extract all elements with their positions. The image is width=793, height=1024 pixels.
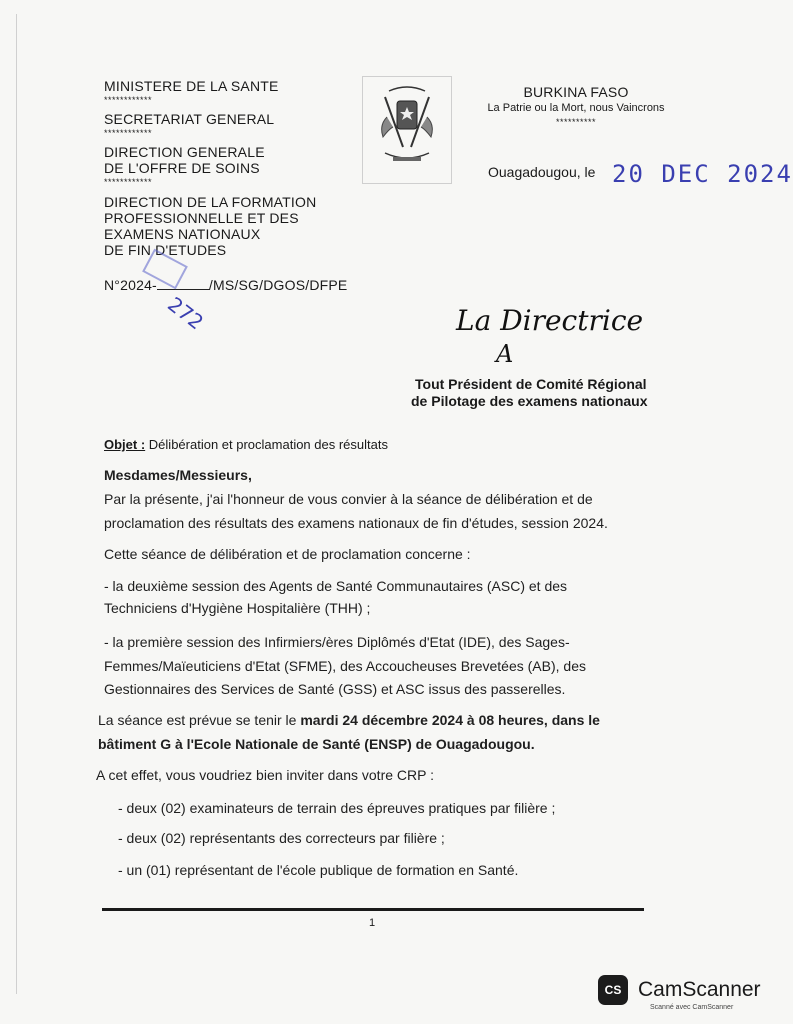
coat-of-arms-emblem-icon xyxy=(363,77,451,183)
separator-stars: ************ xyxy=(104,95,153,105)
coat-of-arms xyxy=(362,76,452,184)
camscanner-caption: Scanné avec CamScanner xyxy=(650,1004,734,1011)
date-stamp: 20 DEC 2024 xyxy=(612,160,793,188)
separator-stars: ********** xyxy=(555,117,597,127)
bullet-2-line3: Gestionnaires des Services de Santé (GSS) et ASC issus des passerelles. xyxy=(104,681,566,697)
direction-line2: PROFESSIONNELLE ET DES xyxy=(104,210,299,226)
scan-edge xyxy=(16,14,17,994)
salutation: Mesdames/Messieurs, xyxy=(104,467,252,483)
recipient-line1: Tout Président de Comité Régional xyxy=(415,376,647,392)
bullet-1-line2: Techniciens d'Hygiène Hospitalière (THH) ; xyxy=(104,600,371,616)
place-label: Ouagadougou, le xyxy=(488,164,596,180)
direction-generale-line1: DIRECTION GENERALE xyxy=(104,144,265,160)
sender-title: La Directrice xyxy=(456,304,644,337)
bullet-2-line1: - la première session des Infirmiers/ères Diplômés d'Etat (IDE), des Sages- xyxy=(104,634,570,650)
reference-number xyxy=(104,277,347,293)
paragraph-3-intro: La séance est prévue se tenir le xyxy=(98,712,301,728)
camscanner-brand: CamScanner xyxy=(638,978,761,1001)
page-number: 1 xyxy=(369,917,376,929)
secretariat-name: SECRETARIAT GENERAL xyxy=(104,111,275,127)
paragraph-4: A cet effet, vous voudriez bien inviter dans votre CRP : xyxy=(96,767,434,783)
separator-stars: ************ xyxy=(104,128,153,138)
paragraph-3-datetime: mardi 24 décembre 2024 à 08 heures, dans le xyxy=(300,712,600,728)
ministry-name: MINISTERE DE LA SANTE xyxy=(104,78,279,94)
direction-line1: DIRECTION DE LA FORMATION xyxy=(104,194,317,210)
list-item-3: - un (01) représentant de l'école publique de formation en Santé. xyxy=(118,862,519,878)
list-item-1: - deux (02) examinateurs de terrain des épreuves pratiques par filière ; xyxy=(118,800,556,816)
country-name: BURKINA FASO xyxy=(523,84,629,100)
paragraph-1-line2: proclamation des résultats des examens nationaux de fin d'études, session 2024. xyxy=(104,515,608,531)
direction-line4: DE FIN D'ETUDES xyxy=(104,242,227,258)
direction-line3: EXAMENS NATIONAUX xyxy=(104,226,261,242)
footer-rule xyxy=(102,908,644,911)
paragraph-3-line2: bâtiment G à l'Ecole Nationale de Santé (ENSP) de Ouagadougou. xyxy=(98,736,535,752)
stamped-reference-number: 272 xyxy=(163,292,209,335)
bullet-1-line1: - la deuxième session des Agents de Santé Communautaires (ASC) et des xyxy=(104,578,568,594)
separator-stars: ************ xyxy=(104,177,153,187)
paragraph-3-line1 xyxy=(98,708,600,732)
camscanner-logo-icon: CS xyxy=(598,975,628,1005)
object-text: Délibération et proclamation des résultats xyxy=(148,437,388,452)
list-item-2: - deux (02) représentants des correcteurs par filière ; xyxy=(118,830,445,846)
recipient-line2: de Pilotage des examens nationaux xyxy=(411,393,648,409)
object-label: Objet : xyxy=(104,437,146,452)
addressee-marker: A xyxy=(496,340,514,368)
object-line xyxy=(104,437,388,452)
paragraph-2: Cette séance de délibération et de proclamation concerne : xyxy=(104,546,471,562)
bullet-2-line2: Femmes/Maïeuticiens d'Etat (SFME), des Accoucheuses Brevetées (AB), des xyxy=(104,658,586,674)
direction-generale-line2: DE L'OFFRE DE SOINS xyxy=(104,160,260,176)
reference-prefix: N°2024- xyxy=(104,277,157,293)
paragraph-1-line1: Par la présente, j'ai l'honneur de vous convier à la séance de délibération et de xyxy=(104,491,593,507)
national-motto: La Patrie ou la Mort, nous Vaincrons xyxy=(487,102,665,114)
reference-suffix: /MS/SG/DGOS/DFPE xyxy=(208,277,348,293)
